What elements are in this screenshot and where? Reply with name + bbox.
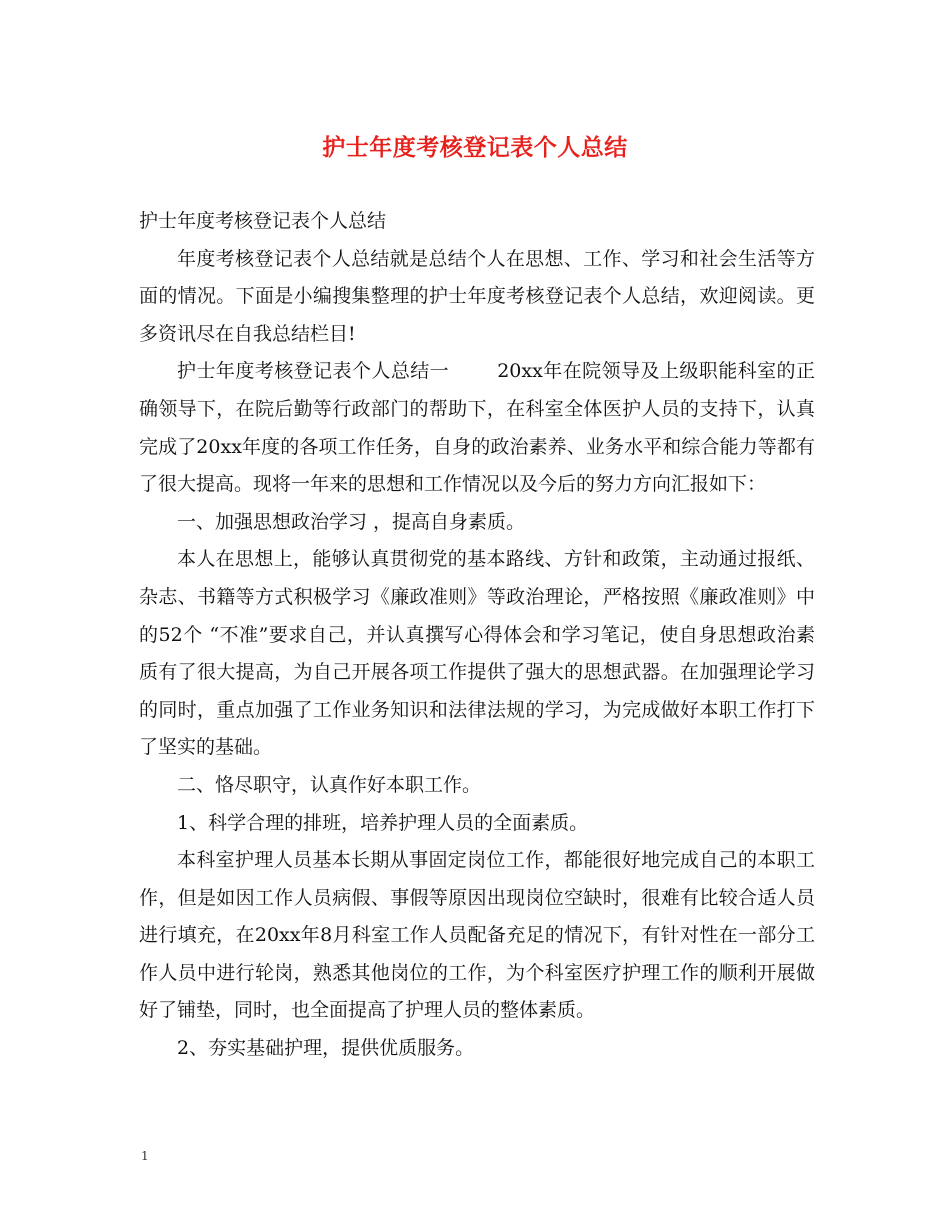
section-one-heading: 护士年度考核登记表个人总结一 bbox=[177, 360, 450, 383]
document-body bbox=[139, 203, 815, 1068]
point-one-paragraph: 本人在思想上，能够认真贯彻党的基本路线、方针和政策，主动通过报纸、杂志、书籍等方式积极学习《廉政准则》等政治理论，严格按照《廉政准则》中的52个 “不准”要求自己，并认真撰写心得体会和学习笔记，使自身思想政治素质有了很大提高，为自己开展各项工作提供了强大的思想武器。在加强理论学习的同时，重点加强了工作业务知识和法律法规的学习，为完成做好本职工作打下了坚实的基础。 bbox=[139, 548, 815, 759]
page-number: 1 bbox=[141, 1149, 149, 1163]
point-two-heading: 二、恪尽职守，认真作好本职工作。 bbox=[177, 773, 482, 796]
document-title: 护士年度考核登记表个人总结 bbox=[322, 134, 628, 161]
sub-point-two-heading: 2、夯实基础护理，提供优质服务。 bbox=[177, 1037, 475, 1060]
intro-paragraph: 年度考核登记表个人总结就是总结个人在思想、工作、学习和社会生活等方面的情况。下面是小编搜集整理的护士年度考核登记表个人总结，欢迎阅读。更多资讯尽在自我总结栏目! bbox=[139, 247, 815, 345]
sub-point-one-heading: 1、科学合理的排班，培养护理人员的全面素质。 bbox=[177, 811, 589, 834]
section-one-paragraph bbox=[139, 353, 815, 503]
subtitle-paragraph: 护士年度考核登记表个人总结 bbox=[139, 210, 387, 232]
sub-point-one-paragraph: 本科室护理人员基本长期从事固定岗位工作，都能很好地完成自己的本职工作，但是如因工作人员病假、事假等原因出现岗位空缺时，很难有比较合适人员进行填充，在20xx年8月科室工作人员配备充足的情况下，有针对性在一部分工作人员中进行轮岗，熟悉其他岗位的工作，为个科室医疗护理工作的顺利开展做好了铺垫，同时，也全面提高了护理人员的整体素质。 bbox=[139, 849, 815, 1022]
section-one-text: 20xx年在院领导及上级职能科室的正确领导下，在院后勤等行政部门的帮助下，在科室全体医护人员的支持下，认真完成了20xx年度的各项工作任务，自身的政治素养、业务水平和综合能力等都有了很大提高。现将一年来的思想和工作情况以及今后的努力方向汇报如下： bbox=[139, 360, 815, 496]
point-one-heading: 一、加强思想政治学习 ，提高自身素质。 bbox=[177, 510, 526, 533]
